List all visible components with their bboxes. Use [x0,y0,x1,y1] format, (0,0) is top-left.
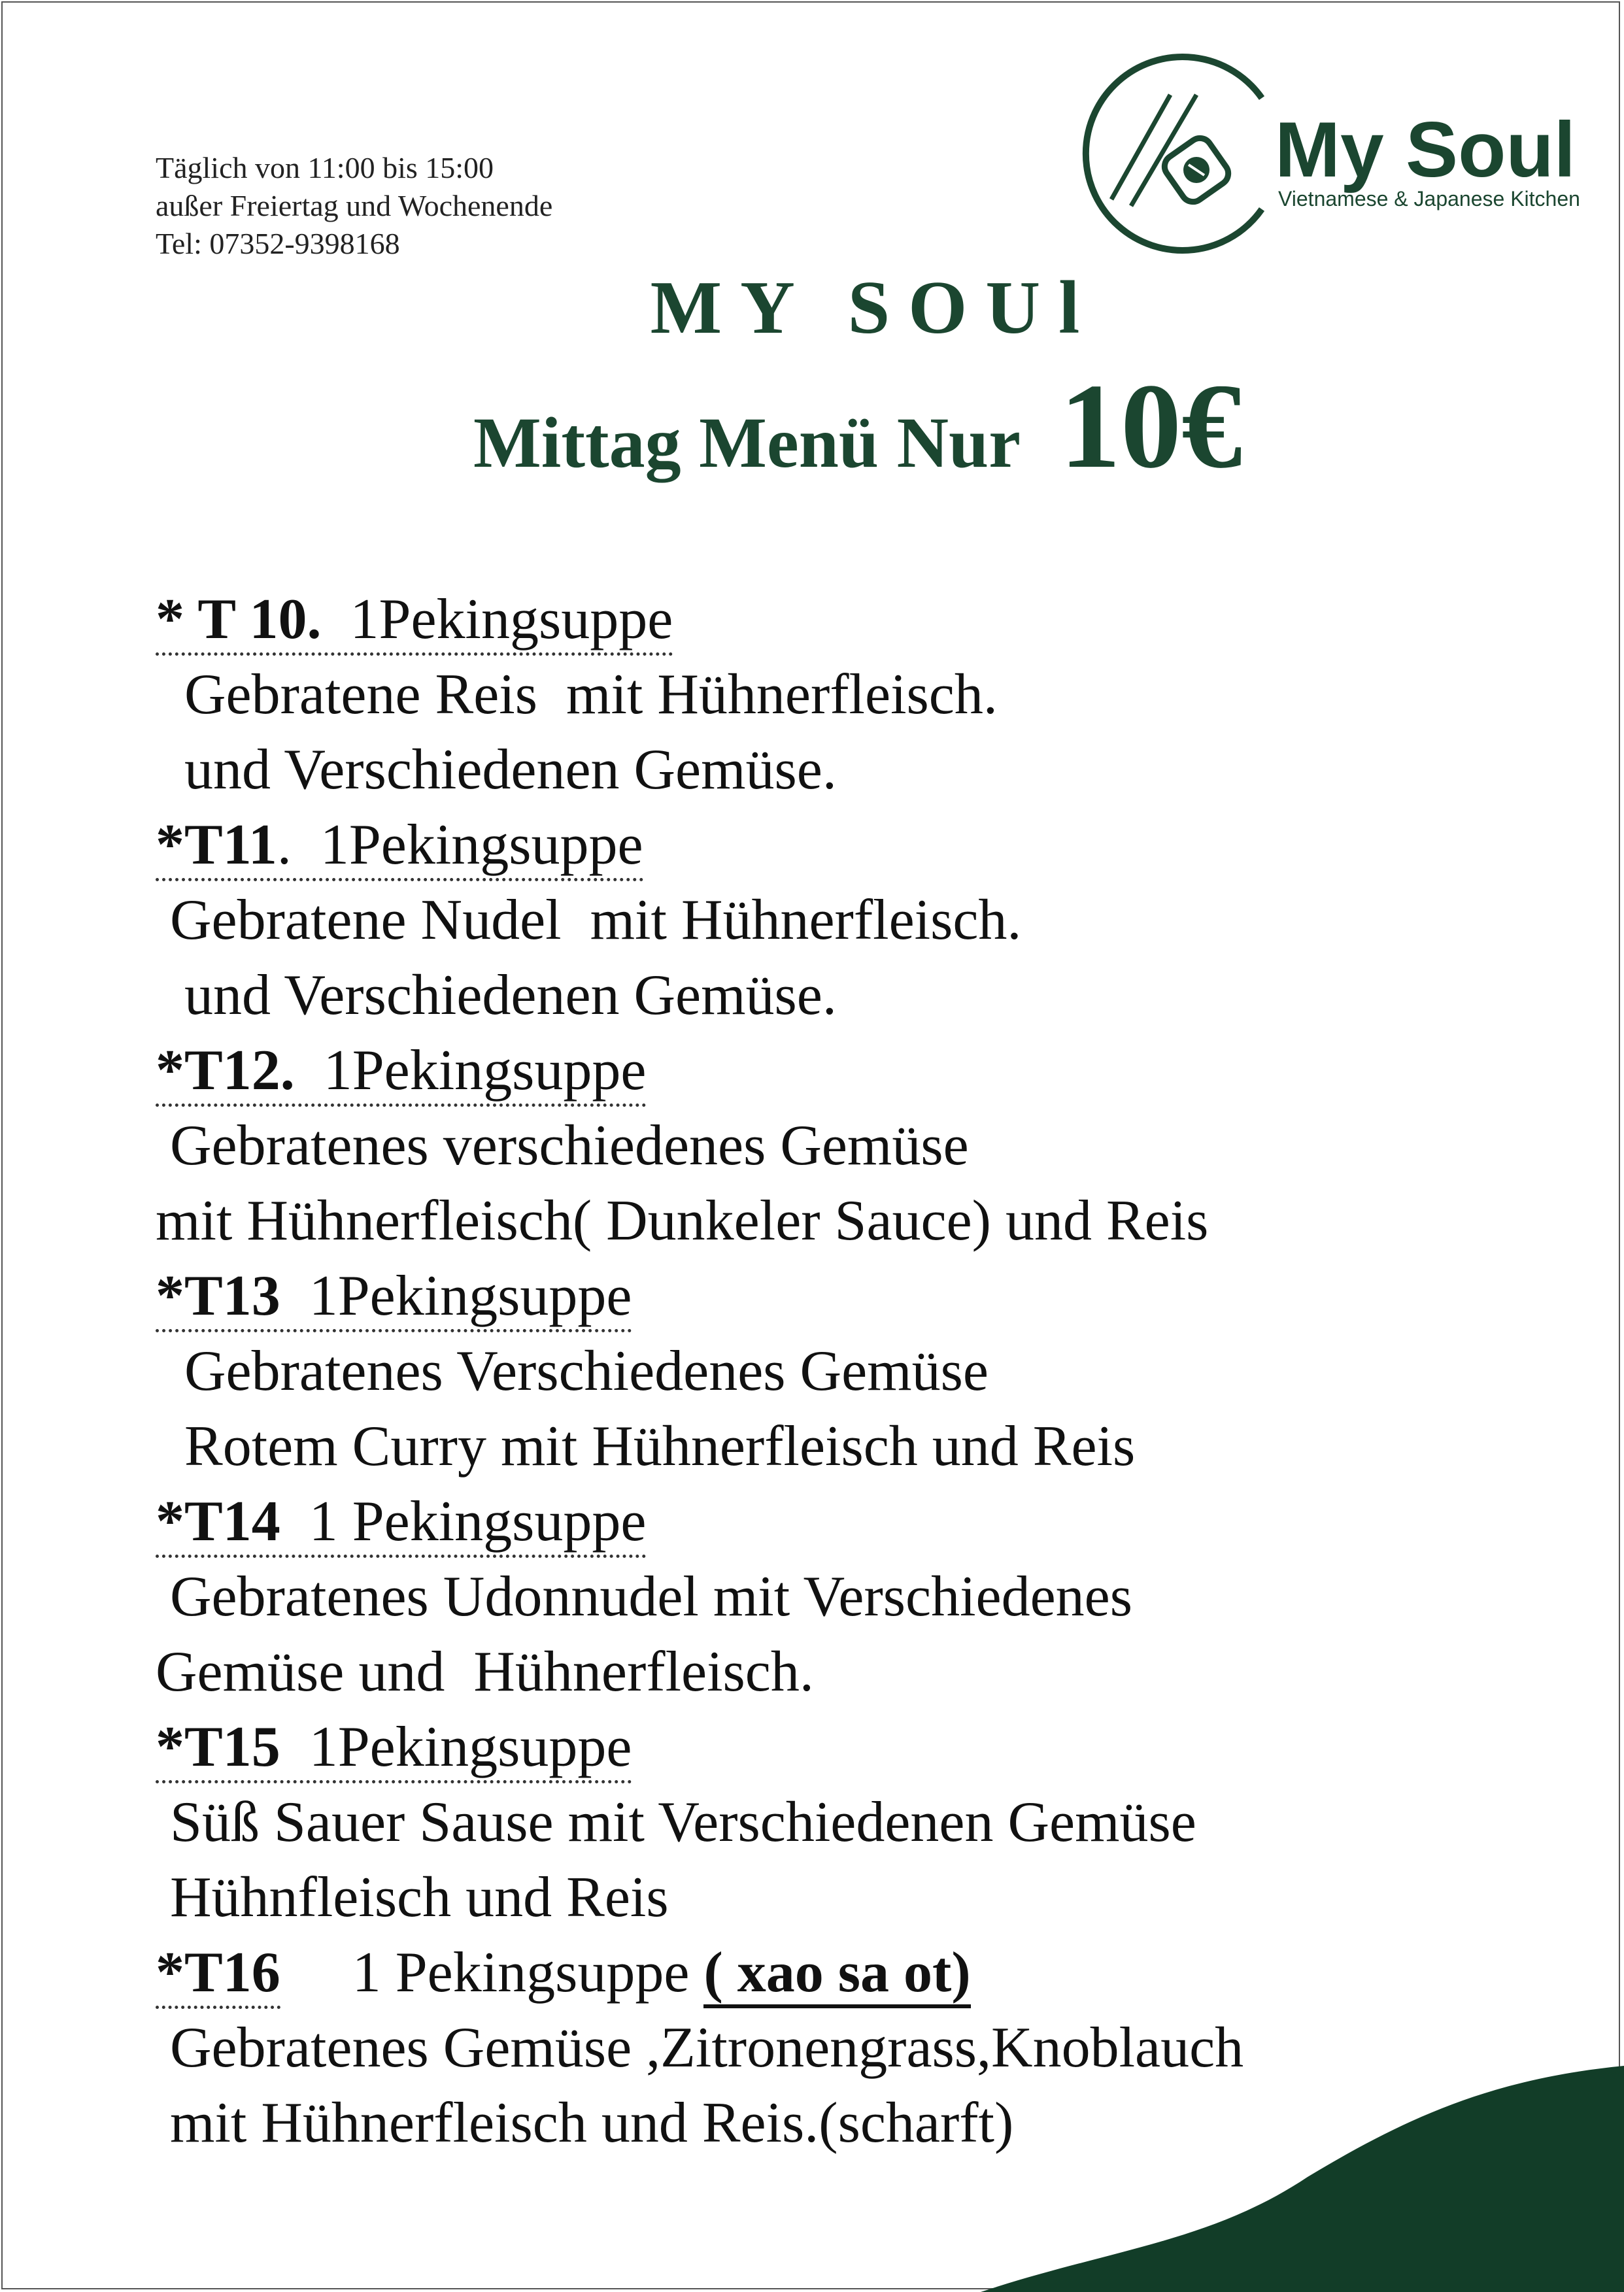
menu-item-soup: 1Pekingsuppe [294,1039,647,1102]
menu-item-soup: 1Pekingsuppe [321,588,673,651]
menu-item-soup: 1Pekingsuppe [291,813,643,877]
menu-item-description: Gebratene Nudel mit Hühnerfleisch. [156,888,1022,952]
menu-item-heading [156,1935,1243,2010]
menu-item-heading [156,1484,1243,1559]
menu-item-description: Gebratenes Gemüse ,Zitronengrass,Knoblauch [156,2016,1244,2080]
menu-item-description: Gebratene Reis mit Hühnerfleisch. [156,663,998,726]
menu-item-underline [156,1264,632,1332]
menu-item-underline [156,813,643,881]
brand-logo [1066,46,1589,255]
menu-item-heading [156,1033,1243,1108]
menu-item-underline [156,1715,632,1783]
menu-item-underline [156,1039,646,1107]
menu-item-code: *T11 [156,813,277,877]
menu-item-description: Gebratenes verschiedenes Gemüse [156,1114,969,1177]
menu-item-description: mit Hühnerfleisch( Dunkeler Sauce) und Reis [156,1189,1209,1253]
hours-line-2: außer Freiertag und Wochenende [156,189,553,222]
menu-item-description: Süß Sauer Sause mit Verschiedenen Gemüse [156,1791,1196,1854]
menu-item-underline [156,1941,280,2009]
menu-item-description: Gebratenes Udonnudel mit Verschiedenes [156,1565,1132,1628]
opening-hours [156,149,552,263]
menu-item-heading [156,1258,1243,1334]
hours-line-1: Täglich von 11:00 bis 15:00 [156,151,494,184]
menu-item-description: mit Hühnerfleisch und Reis.(scharft) [156,2091,1014,2155]
chopsticks-sushi-icon [1086,57,1262,250]
menu-item-soup: 1 Pekingsuppe [280,1490,647,1553]
menu-item-heading [156,582,1243,657]
menu-item-underline [156,1490,646,1558]
logo-tagline: Vietnamese & Japanese Kitchen [1278,187,1580,211]
menu-item-note: ( xao sa ot) [703,1941,970,2008]
lunch-menu-list [156,582,1243,2161]
restaurant-title: MY SOUl [650,266,1098,350]
menu-item-code: *T13 [156,1264,280,1328]
phone-number: Tel: 07352-9398168 [156,227,400,260]
menu-item-description: Rotem Curry mit Hühnerfleisch und Reis [156,1415,1136,1478]
menu-item-soup: 1Pekingsuppe [280,1264,632,1328]
menu-item-code: *T14 [156,1490,280,1553]
menu-item-heading [156,1710,1243,1785]
lunch-offer-heading [0,356,1624,496]
menu-item-soup: 1Pekingsuppe [280,1715,632,1779]
menu-item-description: Hühnfleisch und Reis [156,1866,669,1929]
menu-item-code: * T 10. [156,588,322,651]
menu-item-code-dot: . [277,813,292,877]
logo-name: My Soul [1275,106,1576,194]
menu-item-description: und Verschiedenen Gemüse. [156,738,837,801]
menu-item-description: Gebratenes Verschiedenes Gemüse [156,1340,989,1403]
menu-item-description: Gemüse und Hühnerfleisch. [156,1640,814,1704]
menu-item-heading [156,807,1243,883]
lunch-offer-label: Mittag Menü Nur [473,403,1021,482]
menu-item-code: *T16 [156,1941,280,2004]
lunch-price: 10€ [1060,359,1243,494]
menu-item-underline [156,588,673,656]
menu-item-code: *T12. [156,1039,295,1102]
menu-item-code: *T15 [156,1715,280,1779]
menu-item-soup: 1 Pekingsuppe [280,1941,690,2004]
menu-item-description: und Verschiedenen Gemüse. [156,964,837,1027]
